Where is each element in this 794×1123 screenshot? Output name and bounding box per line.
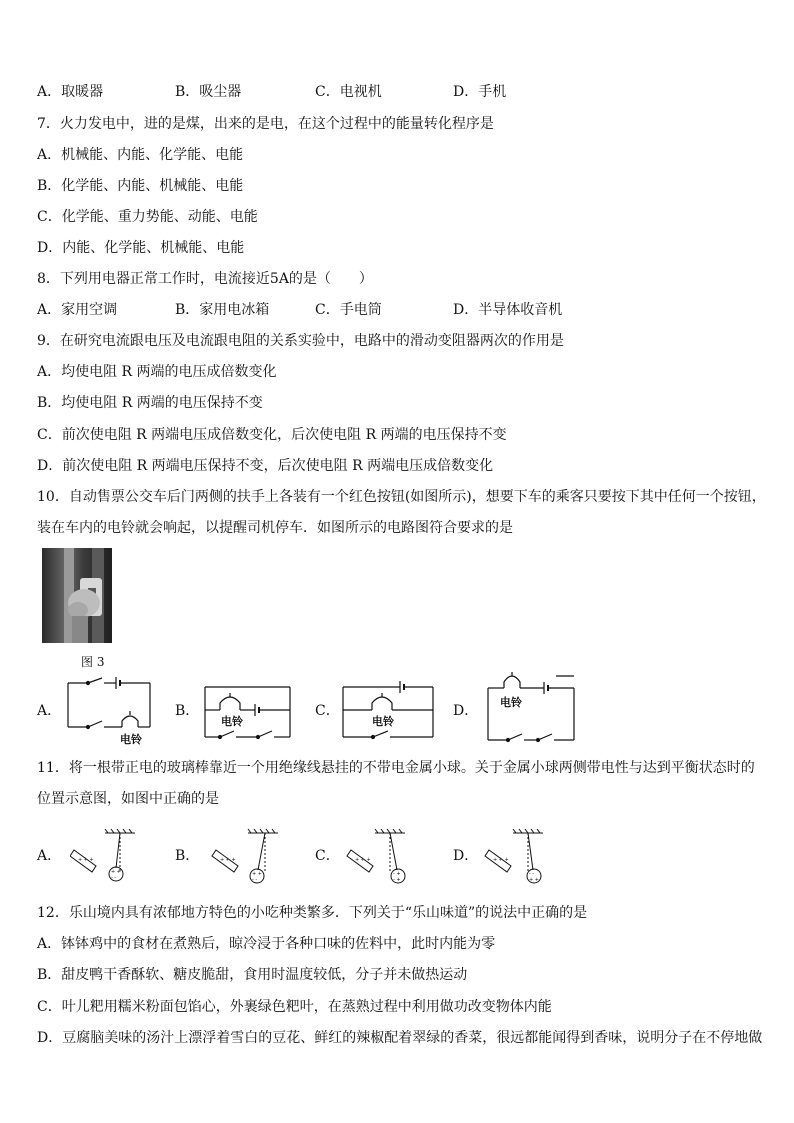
q7-option-d: D．内能、化学能、机械能、电能: [37, 240, 245, 256]
svg-text:+ +: + +: [111, 869, 121, 875]
q9-option-c: C．前次使电阻 R 两端电压成倍数变化，后次使电阻 R 两端的电压保持不变: [37, 427, 507, 443]
pendulum-c: [345, 828, 425, 888]
svg-text:- -: - -: [111, 875, 117, 881]
q10-option-a-label: A．: [37, 703, 62, 719]
q9-option-a: A．均使电阻 R 两端的电压成倍数变化: [37, 364, 277, 380]
svg-text:- +: - +: [393, 871, 401, 877]
q12-option-c: C．叶儿粑用糯米粉面包馅心，外裹绿色粑叶，在蒸熟过程中利用做功改变物体内能: [37, 999, 552, 1015]
pendulum-b: [208, 828, 288, 888]
bell-label-d: 电铃: [500, 696, 522, 709]
q8-option-c: C．手电筒: [315, 302, 382, 318]
svg-text:+ + +: + + +: [220, 857, 236, 863]
q9-stem: 9．在研究电流跟电压及电流跟电阻的关系实验中，电路中的滑动变阻器两次的作用是: [37, 333, 564, 349]
q10-option-b-label: B．: [175, 703, 200, 719]
q10-stem-line1: 10．自动售票公交车后门两侧的扶手上各装有一个红色按钮(如图所示)，想要下车的乘客只要按下其中任何一个按钮，: [37, 489, 766, 505]
circuit-a: [60, 675, 160, 745]
q6-option-c: C．电视机: [315, 84, 382, 100]
q11-stem-line1: 11．将一根带正电的玻璃棒靠近一个用绝缘线悬挂的不带电金属小球。关于金属小球两侧带电性与达到平衡状态时的: [37, 760, 755, 776]
q8-stem: 8．下列用电器正常工作时，电流接近5A的是（ ）: [37, 271, 373, 287]
svg-text:- -: - -: [529, 871, 535, 877]
q10-stem-line2: 装在车内的电铃就会响起，以提醒司机停车．如图所示的电路图符合要求的是: [37, 520, 513, 536]
svg-text:- +: - +: [393, 877, 401, 883]
pendulum-d: [483, 828, 563, 888]
q8-option-a: A．家用空调: [37, 302, 118, 318]
q6-option-b: B．吸尘器: [175, 84, 242, 100]
svg-text:+ + +: + + +: [493, 857, 509, 863]
svg-text:+ +: + +: [529, 877, 539, 883]
q12-option-b: B．甜皮鸭干香酥软、糖皮脆甜，食用时温度较低，分子并未做热运动: [37, 967, 468, 983]
q7-option-c: C．化学能、重力势能、动能、电能: [37, 209, 258, 225]
q8-option-d: D．半导体收音机: [453, 302, 563, 318]
svg-text:- -: - -: [252, 877, 258, 883]
svg-text:+ +: + +: [252, 871, 262, 877]
svg-text:+ + +: + + +: [78, 857, 94, 863]
q10-option-c-label: C．: [315, 703, 340, 719]
svg-text:+ + +: + + +: [355, 857, 371, 863]
figure-caption: 图 3: [81, 655, 105, 669]
q11-option-b-label: B．: [175, 848, 200, 864]
bell-label-a: 电铃: [120, 733, 142, 746]
q12-option-a: A．钵钵鸡中的食材在煮熟后，晾冷浸于各种口味的佐料中，此时内能为零: [37, 936, 496, 952]
q7-stem: 7．火力发电中，进的是煤，出来的是电，在这个过程中的能量转化程序是: [37, 116, 494, 132]
q7-option-b: B．化学能、内能、机械能、电能: [37, 178, 244, 194]
circuit-c: [338, 675, 438, 745]
q11-stem-line2: 位置示意图，如图中正确的是: [37, 791, 219, 807]
q6-option-a: A．取暖器: [37, 84, 104, 100]
pendulum-a: [70, 828, 150, 888]
q8-option-b: B．家用电冰箱: [175, 302, 270, 318]
q11-option-d-label: D．: [453, 848, 479, 864]
q9-option-b: B．均使电阻 R 两端的电压保持不变: [37, 395, 263, 411]
bus-button-photo: [42, 548, 112, 643]
q10-option-d-label: D．: [453, 703, 479, 719]
q11-option-c-label: C．: [315, 848, 340, 864]
circuit-d: [480, 668, 580, 748]
bell-label-c: 电铃: [372, 715, 394, 728]
q11-option-a-label: A．: [37, 848, 62, 864]
q6-option-d: D．手机: [453, 84, 507, 100]
q12-stem: 12．乐山境内具有浓郁地方特色的小吃种类繁多．下列关于“乐山味道”的说法中正确的是: [37, 905, 588, 921]
circuit-b: [200, 675, 300, 745]
q9-option-d: D．前次使电阻 R 两端电压保持不变，后次使电阻 R 两端电压成倍数变化: [37, 458, 494, 474]
bell-label-b: 电铃: [221, 715, 243, 728]
q7-option-a: A．机械能、内能、化学能、电能: [37, 147, 244, 163]
q12-option-d: D．豆腐脑美味的汤汁上漂浮着雪白的豆花、鲜红的辣椒配着翠绿的香菜，很远都能闻得到香味，说明分子在不停地做: [37, 1030, 763, 1046]
